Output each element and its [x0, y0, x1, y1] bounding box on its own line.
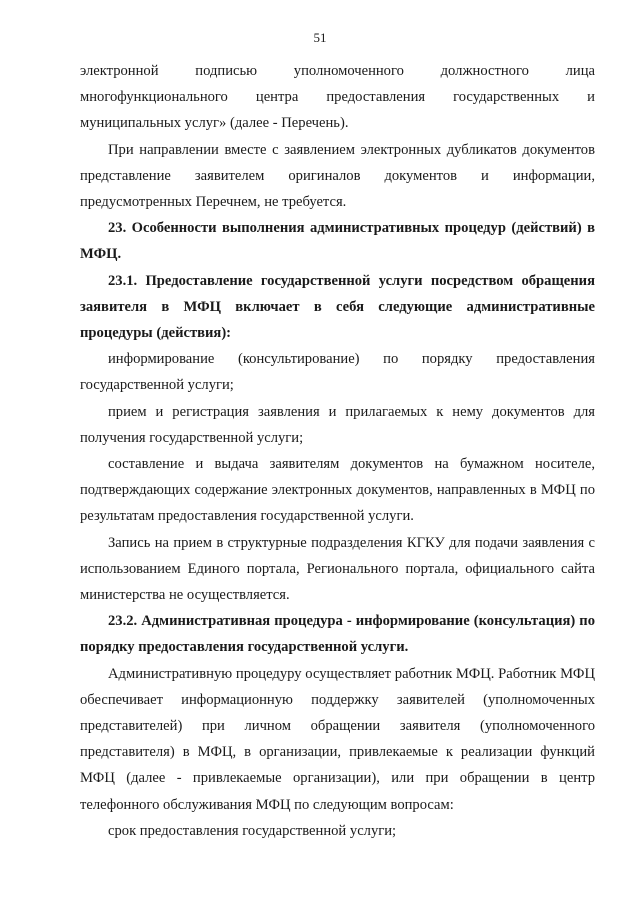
page-number: 51	[313, 30, 327, 45]
paragraph-perechen-end: электронной подписью уполномоченного должностного лица многофункционального центра предоставления государственных и муниципальных услуг» (далее - Перечень).	[80, 63, 595, 132]
list-item-informing: информирование (консультирование) по порядку предоставления государственной услуги;	[80, 351, 595, 394]
paragraph-appointment: Запись на прием в структурные подразделения КГКУ для подачи заявления с использованием Единого портала, Регионального портала, официального сайта министерства не осуществляется.	[80, 534, 595, 604]
section-heading-23-1: 23.1. Предоставление государственной услуги посредством обращения заявителя в МФЦ включает в себя следующие административные процедуры (действия):	[80, 272, 595, 342]
paragraph-procedure-mfc: Административную процедуру осуществляет работник МФЦ. Работник МФЦ обеспечивает информационную поддержку заявителей (уполномоченных представителей) при личном обращении заявителя (уполномоченного представителя) в МФЦ, в организации, привлекаемые к реализации функций МФЦ (далее - привлекаемые организации), или при обращении в центр телефонного обслуживания МФЦ по следующим вопросам:	[80, 665, 595, 813]
paragraph-electronic-duplicates: При направлении вместе с заявлением электронных дубликатов документов представление заявителем оригиналов документов и информации, предусмотренных Перечнем, не требуется.	[80, 141, 595, 211]
document-body	[80, 58, 595, 844]
list-item-issuance: составление и выдача заявителям документов на бумажном носителе, подтверждающих содержание электронных документов, направленных в МФЦ по результатам предоставления государственной услуги.	[80, 456, 595, 525]
list-item-term: срок предоставления государственной услуги;	[108, 822, 397, 839]
list-item-reception: прием и регистрация заявления и прилагаемых к нему документов для получения государственной услуги;	[80, 403, 595, 446]
section-heading-23-2: 23.2. Административная процедура - информирование (консультация) по порядку предоставления государственной услуги.	[80, 613, 595, 656]
section-heading-23: 23. Особенности выполнения административных процедур (действий) в МФЦ.	[80, 220, 595, 263]
